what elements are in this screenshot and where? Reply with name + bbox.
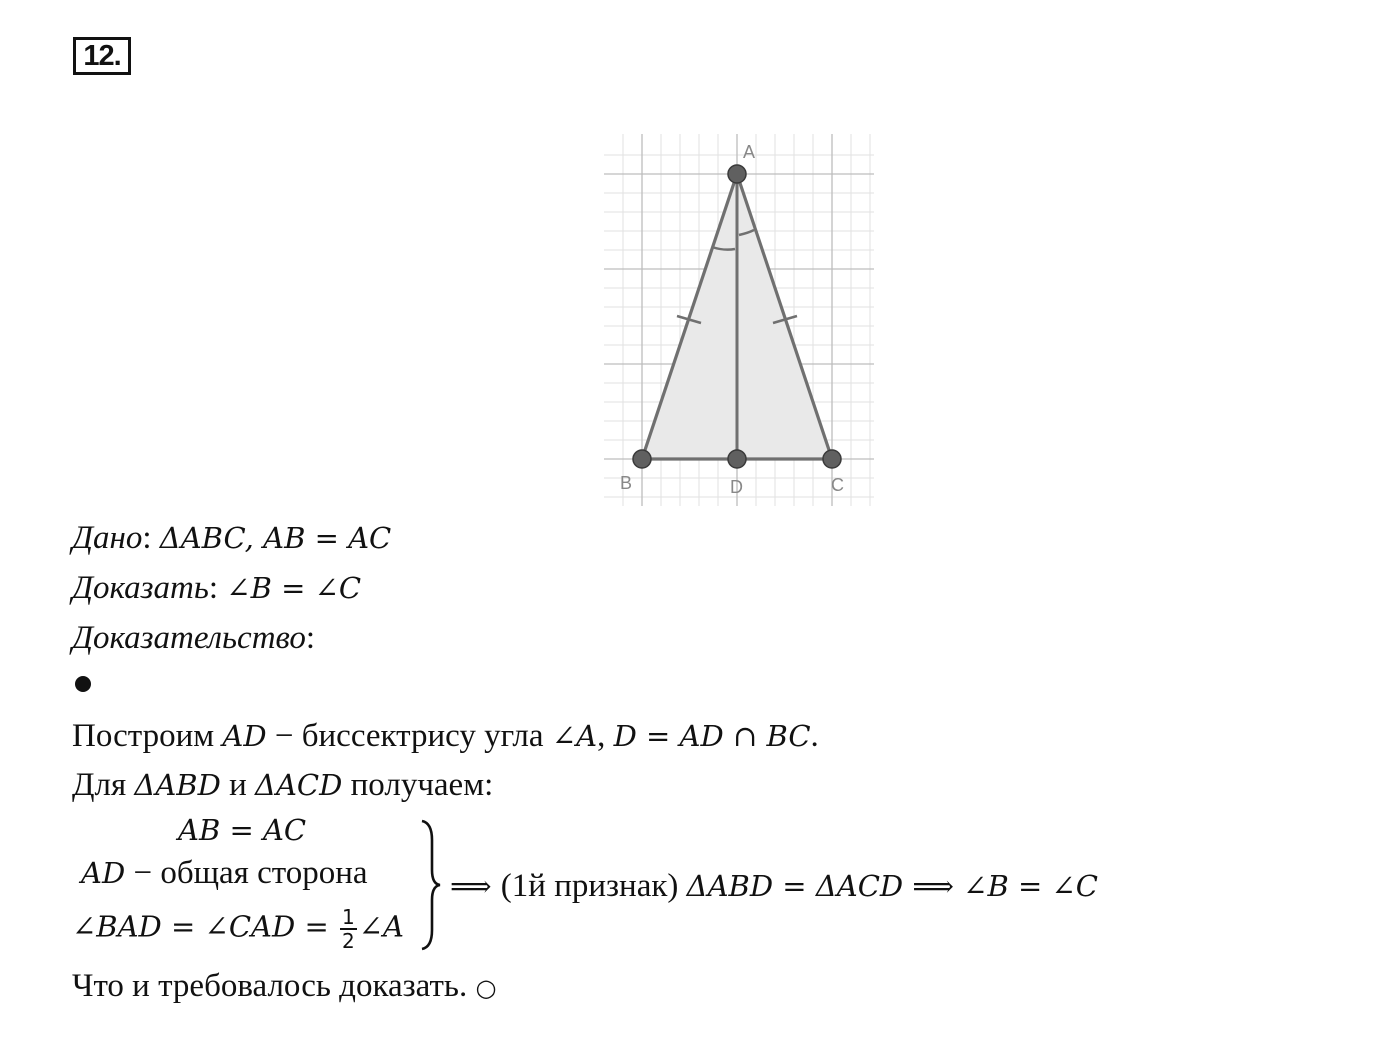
triangle-figure bbox=[604, 134, 874, 506]
qed-symbol: ○ bbox=[475, 974, 497, 1002]
given-statement: ΔABC, AB = AC bbox=[159, 521, 392, 555]
system-line-3: ∠BAD = ∠CAD = $\frac{1}{2}$ ∠A bbox=[72, 905, 404, 953]
proof-label: Доказательство bbox=[72, 620, 306, 656]
fraction-one-half: $\frac{1}{2}$ bbox=[341, 905, 355, 953]
given-label: Дано bbox=[72, 520, 143, 556]
prove-line: Доказать: ∠B = ∠C bbox=[72, 570, 362, 606]
point-b bbox=[633, 450, 651, 468]
point-d bbox=[728, 450, 746, 468]
label-b: B bbox=[620, 473, 633, 493]
system-line-1: AB = AC bbox=[178, 813, 307, 847]
step-compare: Для ΔABD и ΔACD получаем: bbox=[72, 767, 494, 803]
label-a: A bbox=[743, 142, 756, 162]
given-line: Дано: ΔABC, AB = AC bbox=[72, 520, 392, 556]
right-brace bbox=[418, 818, 444, 952]
bullet-icon bbox=[75, 676, 91, 692]
point-c bbox=[823, 450, 841, 468]
qed-line bbox=[72, 966, 496, 1008]
label-d: D bbox=[730, 477, 743, 497]
prove-label: Доказать bbox=[72, 570, 209, 606]
point-a bbox=[728, 165, 746, 183]
system-line-2: AD − общая сторона bbox=[81, 855, 368, 891]
qed-text: Что и требовалось доказать. bbox=[72, 968, 468, 1004]
label-c: C bbox=[831, 475, 844, 495]
proof-heading: Доказательство: bbox=[72, 620, 316, 656]
problem-number: 12. bbox=[73, 37, 131, 75]
step-construct: Построим AD − биссектрису угла ∠A, D = AD ∩ BC. bbox=[72, 718, 819, 754]
system-conclusion: ⟹ (1й признак) ΔABD = ΔACD ⟹ ∠B = ∠C bbox=[450, 868, 1098, 904]
prove-statement: ∠B = ∠C bbox=[226, 571, 362, 605]
